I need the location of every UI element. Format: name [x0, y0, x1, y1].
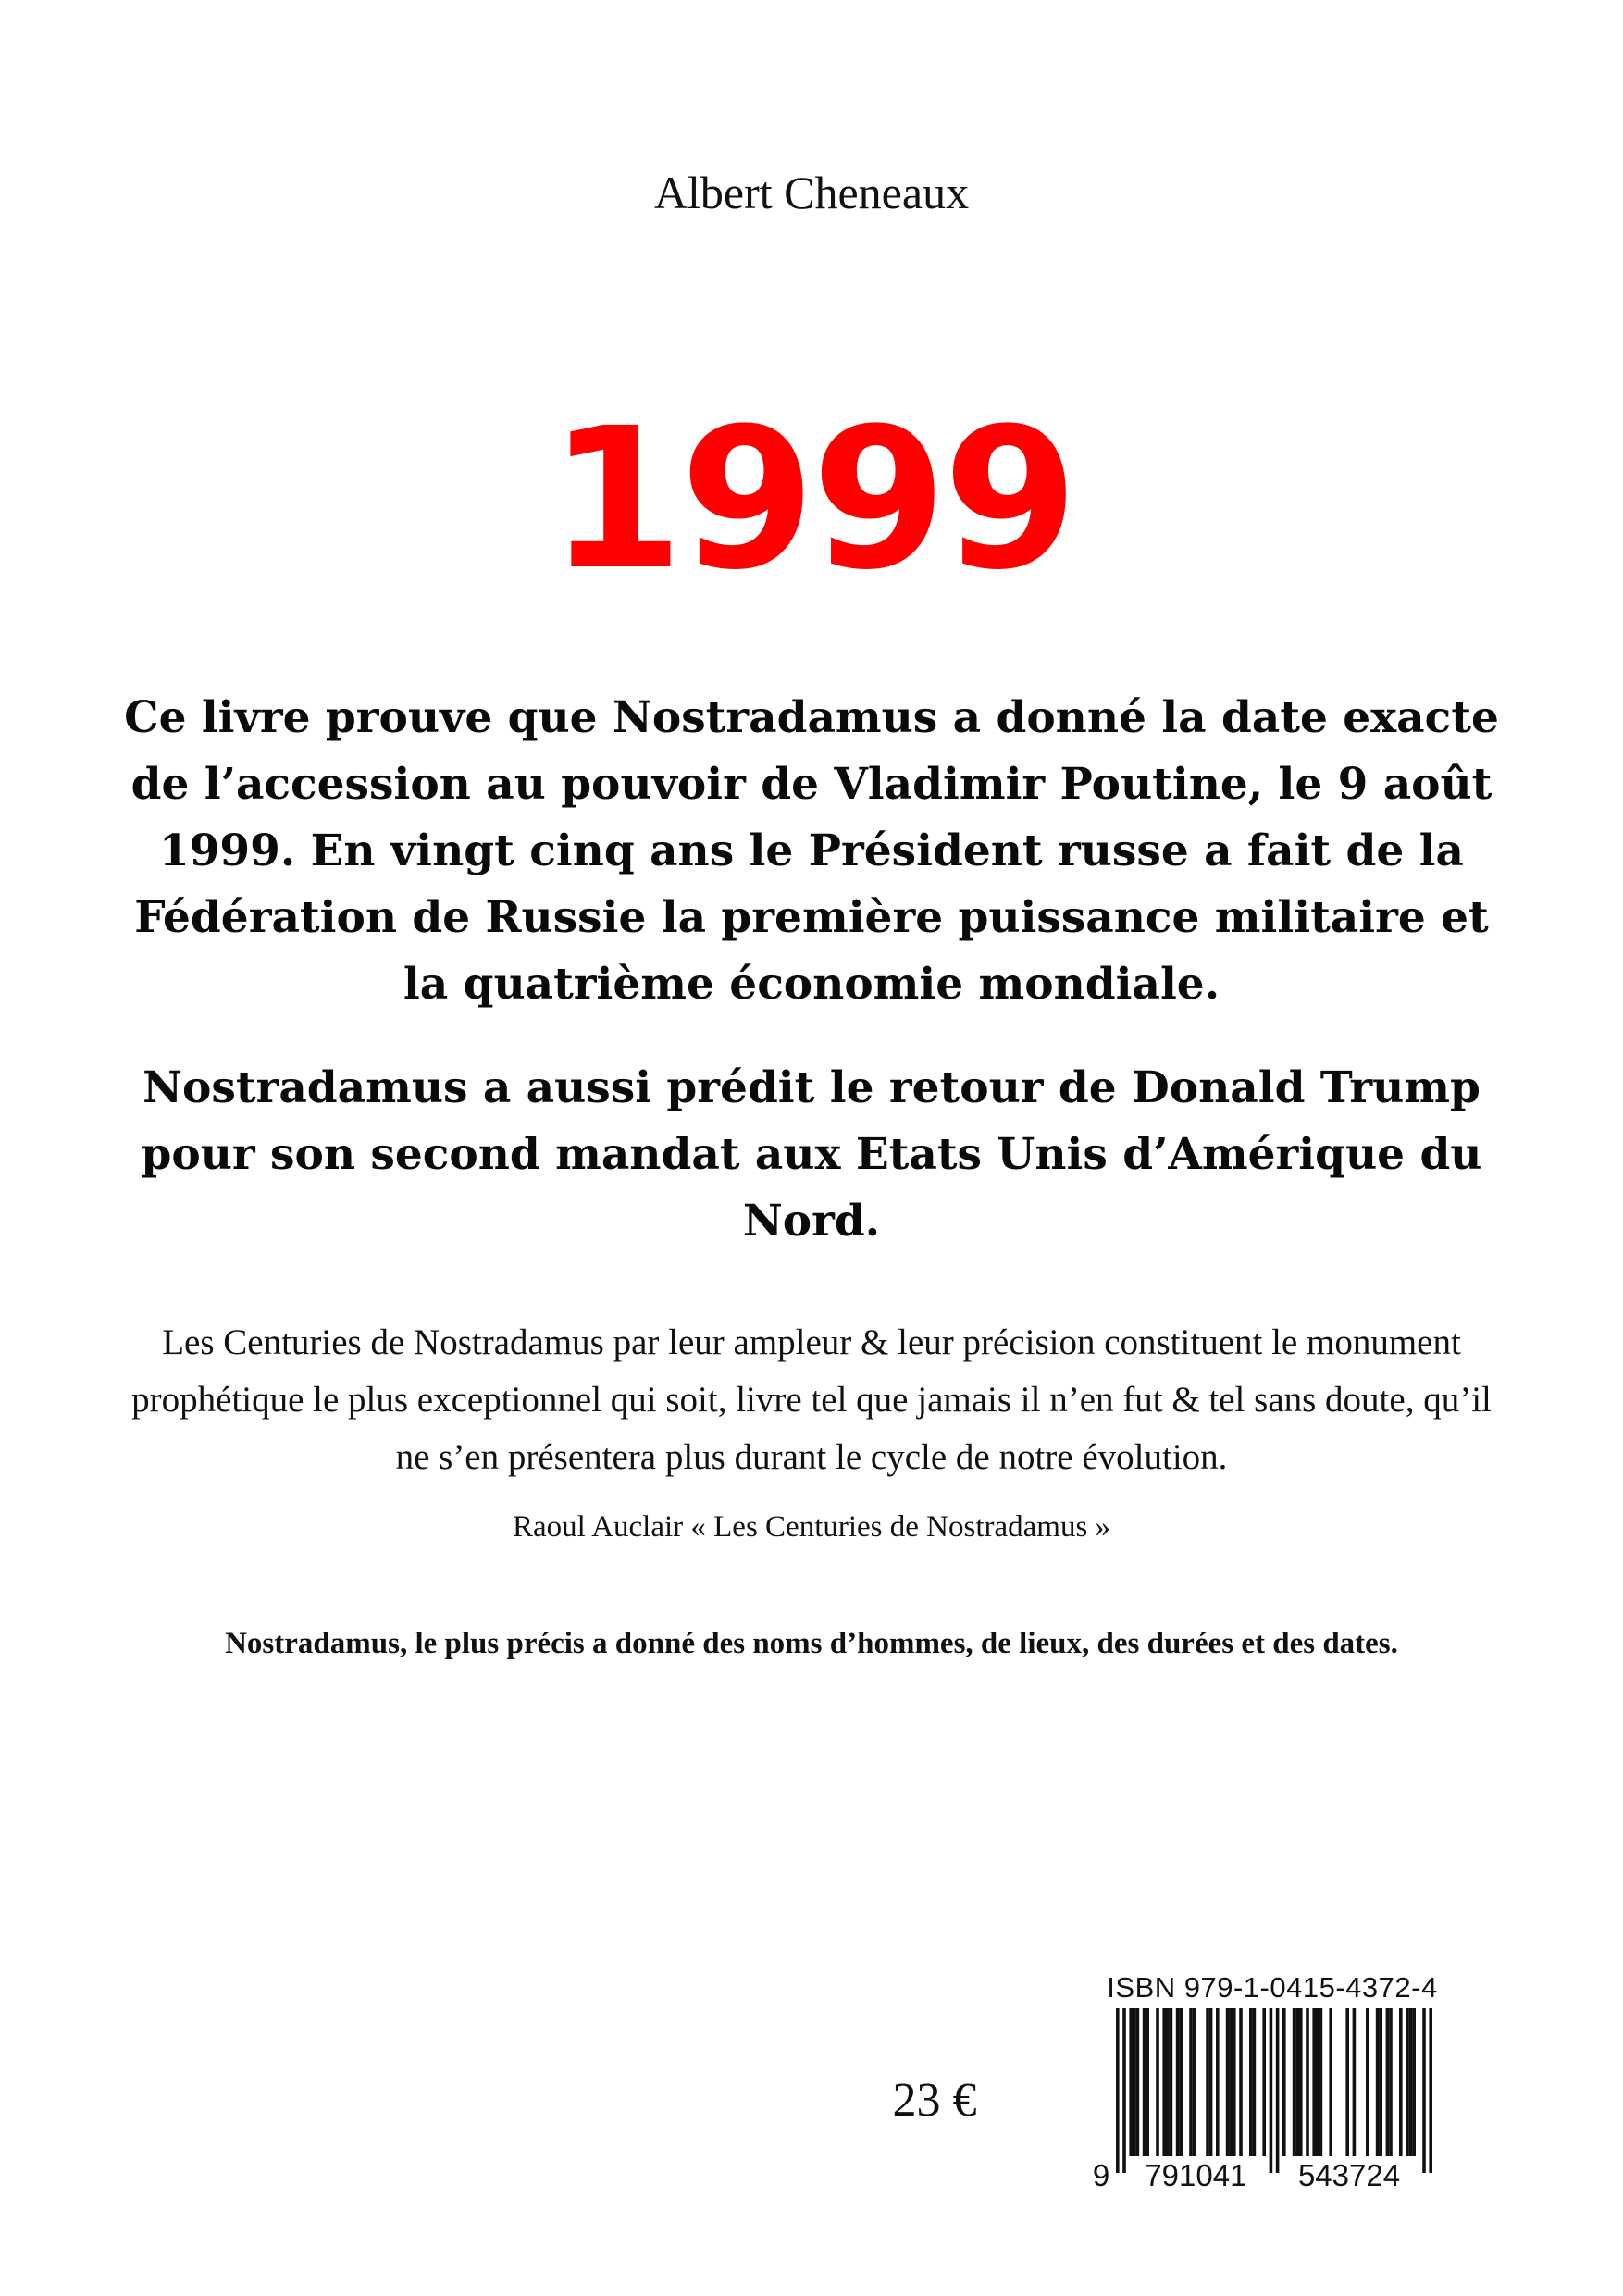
quote-attribution: Raoul Auclair « Les Centuries de Nostradamus » — [512, 1510, 1111, 1544]
barcode-bar — [1170, 2008, 1173, 2156]
barcode-bar — [1379, 2008, 1382, 2156]
barcode-bar — [1376, 2008, 1380, 2156]
barcode-bar — [1329, 2008, 1332, 2156]
barcode-bar — [1239, 2008, 1243, 2156]
barcode-bar — [1253, 2008, 1257, 2156]
barcode-bar — [1295, 2008, 1299, 2156]
barcode-bar — [1193, 2008, 1196, 2156]
barcode-bar — [1316, 2008, 1319, 2156]
isbn-barcode-block — [1092, 1971, 1453, 2193]
barcode-bar — [1249, 2008, 1253, 2156]
barcode-bar — [1226, 2008, 1230, 2156]
barcode-bar — [1293, 2008, 1296, 2156]
barcode-digit-lead: 9 — [1092, 2158, 1110, 2192]
barcode-bar — [1386, 2008, 1390, 2156]
barcode-bar — [1299, 2008, 1303, 2156]
barcode-bar — [1206, 2008, 1209, 2156]
barcode-bar — [1233, 2008, 1236, 2156]
price-label: 23 € — [892, 2074, 977, 2127]
barcode-bar — [1133, 2008, 1136, 2156]
barcode-bar — [1229, 2008, 1233, 2156]
barcode-bar — [1412, 2008, 1416, 2156]
barcode-bar — [1162, 2008, 1166, 2156]
blurb-paragraph-trump: Nostradamus a aussi prédit le retour de Donald Trump pour son second mandat aux Etats Unis d’Amérique du Nord. — [141, 1062, 1482, 1247]
blurb-paragraph-putin: Ce livre prouve que Nostradamus a donné la date exacte de l’accession au pouvoir de Vladimir Poutine, le 9 août 1999. En vingt cinq ans le Président russe a fait de la Fédération de Russie la première puissance militaire et la quatrième économie mondiale. — [124, 692, 1499, 1010]
barcode-bar — [1353, 2008, 1357, 2156]
barcode-bar — [1345, 2008, 1349, 2156]
barcode-bar — [1276, 2008, 1280, 2173]
barcode-digits-right: 543724 — [1297, 2158, 1401, 2192]
tagline: Nostradamus, le plus précis a donné des noms d’hommes, de lieux, des durées et des dates. — [225, 1627, 1398, 1660]
barcode-bar — [1179, 2008, 1183, 2156]
barcode-digits-left: 791041 — [1145, 2158, 1247, 2192]
barcode-bar — [1306, 2008, 1309, 2156]
barcode-bar — [1129, 2008, 1133, 2156]
barcode-bar — [1270, 2008, 1273, 2173]
barcode-bar — [1189, 2008, 1193, 2156]
barcode-bar — [1143, 2008, 1146, 2156]
barcode-bar — [1146, 2008, 1149, 2156]
barcode-bar — [1409, 2008, 1413, 2156]
quote-text: Les Centuries de Nostradamus par leur ampleur & leur précision constituent le monument prophétique le plus exceptionnel qui soit, livre tel que jamais il n’en fut & tel sans doute, qu’il ne s’en présentera plus durant le cycle de notre évolution. — [131, 1322, 1492, 1477]
barcode-bar — [1209, 2008, 1213, 2156]
barcode-bar — [1366, 2008, 1369, 2156]
barcode-bar — [1406, 2008, 1409, 2156]
barcode-bar — [1389, 2008, 1393, 2156]
barcode-bar — [1422, 2008, 1426, 2173]
barcode-image — [1092, 2008, 1453, 2193]
barcode-bar — [1156, 2008, 1159, 2156]
barcode-bar — [1176, 2008, 1180, 2156]
barcode-bar — [1319, 2008, 1323, 2156]
isbn-label: ISBN 979-1-0415-4372-4 — [1107, 1971, 1438, 2004]
barcode-bar — [1216, 2008, 1220, 2156]
barcode-bar — [1312, 2008, 1316, 2156]
barcode-bar — [1399, 2008, 1403, 2156]
title-year: 1999 — [548, 386, 1075, 613]
author-name: Albert Cheneaux — [653, 167, 970, 218]
barcode-bar — [1122, 2008, 1126, 2173]
barcode-bar — [1429, 2008, 1432, 2173]
barcode-bar — [1116, 2008, 1120, 2173]
barcode-bar — [1262, 2008, 1266, 2156]
barcode-bar — [1282, 2008, 1286, 2156]
barcode-bar — [1136, 2008, 1140, 2156]
barcode-bar — [1166, 2008, 1170, 2156]
